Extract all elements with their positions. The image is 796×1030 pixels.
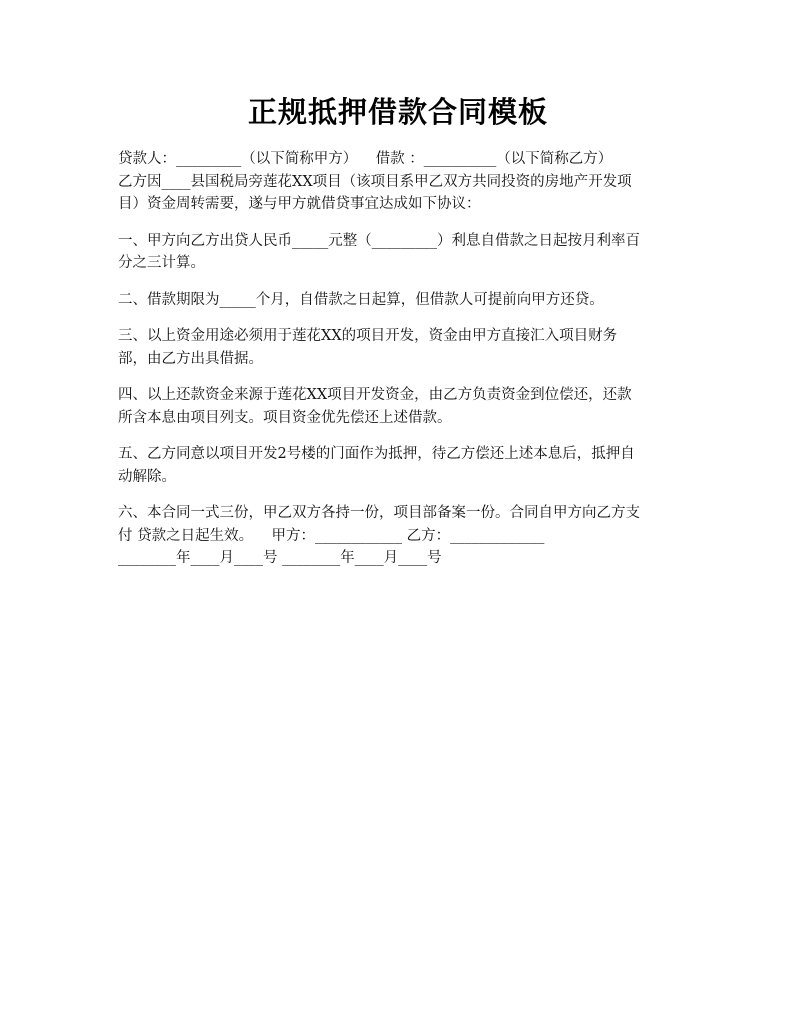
date-line: ________年____月____号 ________年____月____号 [118, 550, 442, 566]
clause-4 [118, 384, 680, 429]
clause-1 [118, 230, 680, 275]
clause-6 [118, 502, 680, 570]
clause-line: 动解除。 [118, 468, 176, 485]
document-body [118, 148, 680, 584]
clause-line: 部，由乙方出具借据。 [118, 350, 263, 367]
clause-line: 所含本息由项目列支。项目资金优先偿还上述借款。 [118, 409, 452, 426]
clause-line: 四、以上还款资金来源于莲花XX项目开发资金，由乙方负责资金到位偿还，还款 [118, 387, 632, 403]
clause-line: 五、乙方同意以项目开发2号楼的门面作为抵押，待乙方偿还上述本息后，抵押自 [118, 446, 635, 462]
clause-2 [118, 289, 680, 312]
clause-line: 分之三计算。 [118, 255, 205, 271]
document-title: 正规抵押借款合同模板 [247, 95, 548, 129]
clause-line: 三、以上资金用途必须用于莲花XX的项目开发，资金由甲方直接汇入项目财务 [118, 328, 618, 344]
intro-line: 贷款人：_________（以下简称甲方） 借款 ：__________（以下简称乙方） [118, 151, 613, 167]
clause-line: 二、借款期限为_____个月，自借款之日起算，但借款人可提前向甲方还贷。 [118, 291, 604, 308]
intro-line: 目）资金周转需要，遂与甲方就借贷事宜达成如下协议： [118, 196, 481, 212]
clause-5 [118, 443, 680, 488]
clause-3 [118, 325, 680, 370]
intro-line: 乙方因____县国税局旁莲花XX项目（该项目系甲乙双方共同投资的房地产开发项 [118, 173, 632, 190]
signature-line: 付 贷款之日起生效。 甲方：____________ 乙方：_____________ [118, 527, 545, 544]
clause-line: 一、甲方向乙方出贷人民币_____元整（_________）利息自借款之日起按月利率百 [118, 232, 640, 249]
intro-paragraph [118, 148, 680, 216]
clause-line: 六、本合同一式三份，甲乙双方各持一份，项目部备案一份。合同自甲方向乙方支 [118, 505, 640, 521]
